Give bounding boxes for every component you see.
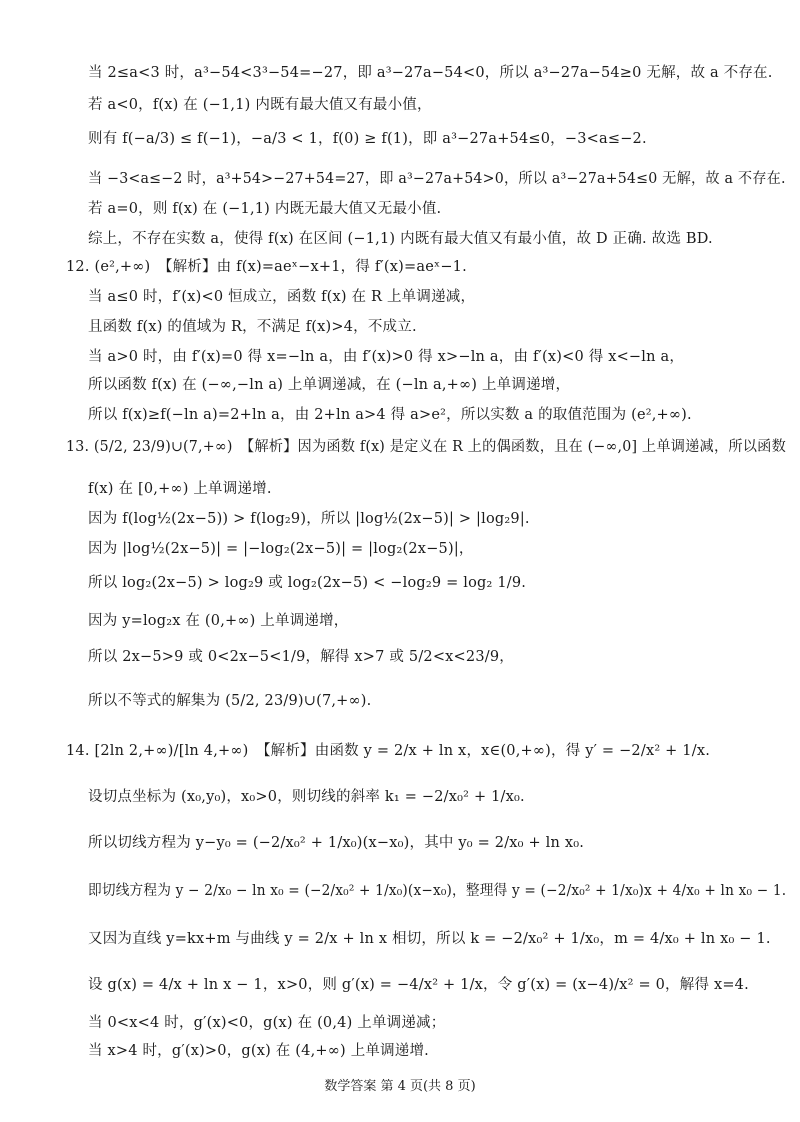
text-line: 且函数 f(x) 的值域为 R，不满足 f(x)>4，不成立.	[88, 319, 417, 335]
text-line: 综上，不存在实数 a，使得 f(x) 在区间 (−1,1) 内既有最大值又有最小值，故 D 正确. 故选 BD.	[88, 231, 713, 247]
page-footer: 数学答案 第 4 页(共 8 页)	[324, 1079, 476, 1094]
text-line: f(x) 在 [0,+∞) 上单调递增.	[88, 481, 272, 497]
text-line: 所以 f(x)≥f(−ln a)=2+ln a，由 2+ln a>4 得 a>e²，所以实数 a 的取值范围为 (e²,+∞).	[88, 407, 692, 423]
text-line: 当 2≤a<3 时，a³−54<3³−54=−27，即 a³−27a−54<0，所以 a³−27a−54≥0 无解，故 a 不存在.	[88, 65, 773, 81]
text-line: 若 a<0，f(x) 在 (−1,1) 内既有最大值又有最小值，	[88, 97, 432, 113]
answer-14-heading: 14. [2ln 2,+∞)/[ln 4,+∞) 【解析】由函数 y = 2/x + ln x，x∈(0,+∞)，得 y′ = −2/x² + 1/x.	[66, 743, 711, 759]
text-line: 当 −3<a≤−2 时，a³+54>−27+54=27，即 a³−27a+54>0，所以 a³−27a+54≤0 无解，故 a 不存在.	[88, 171, 786, 187]
text-line: 若 a=0，则 f(x) 在 (−1,1) 内既无最大值又无最小值.	[88, 201, 442, 217]
text-line: 所以 2x−5>9 或 0<2x−5<1/9，解得 x>7 或 5/2<x<23/9，	[88, 649, 514, 665]
text-line: 又因为直线 y=kx+m 与曲线 y = 2/x + ln x 相切，所以 k = −2/x₀² + 1/x₀，m = 4/x₀ + ln x₀ − 1.	[88, 931, 771, 947]
text-line: 因为 y=log₂x 在 (0,+∞) 上单调递增，	[88, 613, 349, 629]
text-line: 所以 log₂(2x−5) > log₂9 或 log₂(2x−5) < −log₂9 = log₂ 1/9.	[88, 575, 527, 591]
text-line: 当 x>4 时，g′(x)>0，g(x) 在 (4,+∞) 上单调递增.	[88, 1043, 429, 1059]
text-line: 所以函数 f(x) 在 (−∞,−ln a) 上单调递减，在 (−ln a,+∞) 上单调递增，	[88, 377, 571, 393]
text-line: 因为 f(log½(2x−5)) > f(log₂9)，所以 |log½(2x−5)| > |log₂9|.	[88, 511, 530, 527]
text-line: 所以切线方程为 y−y₀ = (−2/x₀² + 1/x₀)(x−x₀)，其中 y₀ = 2/x₀ + ln x₀.	[88, 835, 585, 851]
text-line: 设切点坐标为 (x₀,y₀)，x₀>0，则切线的斜率 k₁ = −2/x₀² + 1/x₀.	[88, 789, 525, 805]
text-line: 设 g(x) = 4/x + ln x − 1，x>0，则 g′(x) = −4/x² + 1/x，令 g′(x) = (x−4)/x² = 0，解得 x=4.	[88, 977, 749, 993]
answer-12-heading: 12. (e²,+∞) 【解析】由 f(x)=aeˣ−x+1，得 f′(x)=aeˣ−1.	[66, 259, 467, 275]
text-line: 当 a>0 时，由 f′(x)=0 得 x=−ln a，由 f′(x)>0 得 x>−ln a，由 f′(x)<0 得 x<−ln a，	[88, 349, 685, 365]
text-line: 则有 f(−a/3) ≤ f(−1)，−a/3 < 1，f(0) ≥ f(1)，即 a³−27a+54≤0，−3<a≤−2.	[88, 131, 647, 147]
text-line: 所以不等式的解集为 (5/2, 23/9)∪(7,+∞).	[88, 693, 372, 709]
text-line: 当 a≤0 时，f′(x)<0 恒成立，函数 f(x) 在 R 上单调递减，	[88, 289, 476, 305]
answer-13-heading: 13. (5/2, 23/9)∪(7,+∞) 【解析】因为函数 f(x) 是定义在 R 上的偶函数，且在 (−∞,0] 上单调递减，所以函数	[66, 439, 786, 455]
text-line: 当 0<x<4 时，g′(x)<0，g(x) 在 (0,4) 上单调递减；	[88, 1015, 446, 1031]
text-line: 即切线方程为 y − 2/x₀ − ln x₀ = (−2/x₀² + 1/x₀)(x−x₀)，整理得 y = (−2/x₀² + 1/x₀)x + 4/x₀ + ln x₀ − 1.	[88, 883, 787, 899]
text-line: 因为 |log½(2x−5)| = |−log₂(2x−5)| = |log₂(2x−5)|，	[88, 541, 474, 557]
